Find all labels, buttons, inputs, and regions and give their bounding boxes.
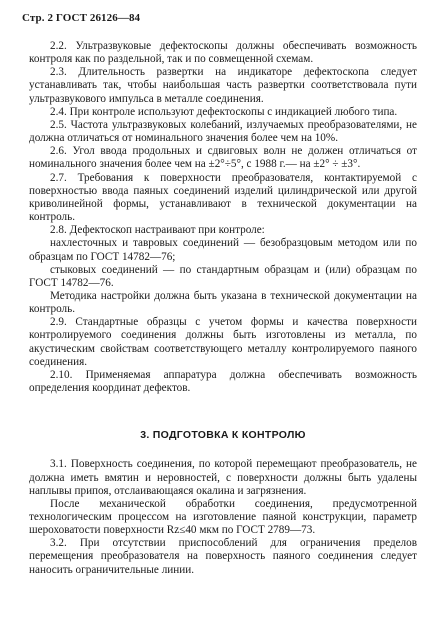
clause-2-9: 2.9. Стандартные образцы с учетом формы и качества поверхности контролируемого соединения должны быть изготовлены из металла, по акустическим свойствам соответствующего металлу контролируемого паяного соединения. — [29, 316, 417, 368]
clause-2-8-butt-joints: стыковых соединений — по стандартным образцам и (или) образцам по ГОСТ 14782—76. — [29, 263, 417, 289]
clause-2-5: 2.5. Частота ультразвуковых колебаний, излучаемых преобразователями, не должна отличаться от номинального значения более чем на 10%. — [29, 118, 417, 145]
clause-2-8-lap-joints: нахлесточных и тавровых соединений — безобразцовым методом или по образцам по ГОСТ 14782—76; — [29, 237, 417, 263]
clause-2-10: 2.10. Применяемая аппаратура должна обеспечивать возможность определения координат дефектов. — [29, 368, 417, 395]
clause-2-4: 2.4. При контроле используют дефектоскопы с индикацией любого типа. — [50, 105, 398, 118]
section-3-heading: 3. ПОДГОТОВКА К КОНТРОЛЮ — [140, 429, 306, 442]
document-body — [29, 40, 417, 577]
clause-2-8: 2.8. Дефектоскоп настраивают при контроле: — [50, 224, 265, 237]
clause-2-2: 2.2. Ультразвуковые дефектоскопы должны обеспечивать возможность контроля как по раздельной, так и по совмещенной схемам. — [29, 40, 417, 66]
clause-2-7: 2.7. Требования к поверхности преобразователя, контактируемой с поверхностью ввода паяных соединений изделий цилиндрической или другой криволинейной формы, устанавливают в технической документации на контроль. — [29, 171, 417, 224]
clause-2-8-method: Методика настройки должна быть указана в технической документации на контроль. — [29, 289, 417, 316]
clause-3-2: 3.2. При отсутствии приспособлений для ограничения пределов перемещения преобразователя на поверхность паяного соединения следует наносить ограничительные линии. — [29, 537, 417, 576]
clause-3-1-roughness: После механической обработки соединения, предусмотренной технологическим процессом на изготовление паяной конструкции, параметр шероховатости поверхности Rz≤40 мкм по ГОСТ 2789—73. — [29, 497, 417, 537]
clause-3-1: 3.1. Поверхность соединения, по которой перемещают преобразователь, не должна иметь вмятин и неровностей, с поверхности должны быть удалены наплывы припоя, отслаивающаяся окалина и загрязнения. — [29, 458, 417, 497]
page-header: Стр. 2 ГОСТ 26126—84 — [22, 12, 141, 24]
clause-2-3: 2.3. Длительность развертки на индикаторе дефектоскопа следует устанавливать так, чтобы наибольшая часть развертки соответствовала пути ультразвукового импульса в металле соединения. — [29, 66, 417, 105]
clause-2-6: 2.6. Угол ввода продольных и сдвиговых волн не должен отличаться от номинального значения более чем на ±2°÷5°, с 1988 г.— на ±2° ÷ ±3°. — [29, 145, 417, 171]
